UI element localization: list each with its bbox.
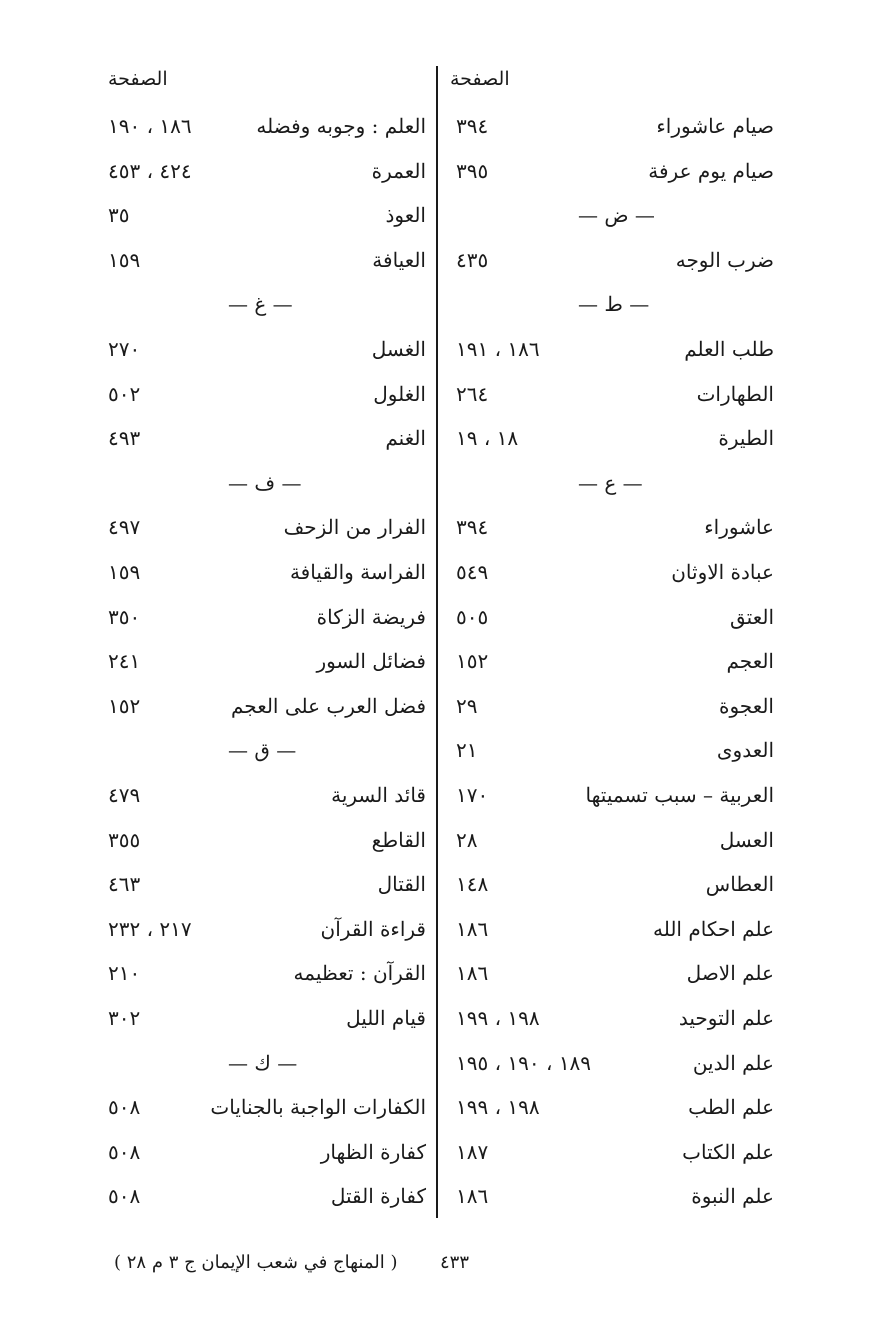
index-entry xyxy=(438,1085,788,1129)
index-term: فضائل السور xyxy=(316,649,426,674)
index-term: العسل xyxy=(719,827,774,852)
index-term: كفارة القتل xyxy=(330,1184,426,1209)
index-term: علم الدين xyxy=(692,1050,774,1075)
index-page-refs: ٤٧٩ xyxy=(108,783,141,807)
index-page-refs: ١٤٨ xyxy=(456,872,489,897)
letter-heading-label: — ك — xyxy=(228,1050,298,1075)
index-entry xyxy=(438,104,788,148)
index-page-refs: ٥٠٨ xyxy=(108,1139,141,1164)
index-entry xyxy=(438,1130,788,1174)
index-page-refs: ٥٠٨ xyxy=(108,1184,141,1209)
index-term: الغنم xyxy=(385,426,426,451)
index-term: العربية – سبب تسميتها xyxy=(585,783,774,807)
index-page-refs: ١٨٦ xyxy=(456,961,489,986)
index-entry xyxy=(438,1174,788,1218)
column-divider xyxy=(436,66,438,1218)
letter-heading-label: — ق — xyxy=(228,738,297,763)
index-entry xyxy=(100,550,434,594)
index-page-refs: ٣٥٠ xyxy=(108,604,141,629)
index-term: علم الاصل xyxy=(686,961,774,986)
index-page-refs: ٢٤١ xyxy=(108,649,141,674)
index-page-refs: ٢٦٤ xyxy=(456,381,489,406)
index-term: صيام يوم عرفة xyxy=(648,158,774,183)
index-entry xyxy=(100,372,434,416)
index-term: علم الكتاب xyxy=(682,1139,774,1164)
index-entry xyxy=(100,595,434,639)
index-term: عبادة الاوثان xyxy=(671,560,774,584)
letter-heading xyxy=(438,461,788,505)
index-entry xyxy=(100,907,434,951)
index-entry xyxy=(438,639,788,683)
letter-heading xyxy=(438,193,788,237)
index-term: العطاس xyxy=(705,872,774,897)
index-page-refs: ٤٢٤ ، ٤٥٣ xyxy=(108,158,192,183)
index-term: علم احكام الله xyxy=(652,916,774,941)
index-page-refs: ٣٥ xyxy=(108,203,130,228)
index-term: فريضة الزكاة xyxy=(316,604,426,629)
index-term: العوذ xyxy=(385,203,426,228)
letter-heading xyxy=(438,282,788,326)
index-entry xyxy=(100,416,434,460)
index-term: الغسل xyxy=(371,337,426,361)
index-page-refs: ٤٩٣ xyxy=(108,426,141,451)
index-entry xyxy=(438,238,788,282)
index-entry xyxy=(438,862,788,906)
index-entry xyxy=(438,1041,788,1085)
page-number: ٤٣٣ xyxy=(440,1252,470,1273)
index-entry xyxy=(438,550,788,594)
index-page-refs: ١٨٦ xyxy=(456,1184,489,1209)
index-entry xyxy=(100,1085,434,1129)
index-entry xyxy=(100,505,434,549)
index-term: قائد السرية xyxy=(331,783,426,807)
index-entry xyxy=(100,193,434,237)
left-column-header: الصفحة xyxy=(108,68,168,90)
index-term: الطهارات xyxy=(696,381,774,406)
index-page-refs: ٢٩ xyxy=(456,693,478,718)
index-page-refs: ١٩٨ ، ١٩٩ xyxy=(456,1095,540,1120)
index-entry xyxy=(438,951,788,995)
index-page-refs: ٢٨ xyxy=(456,827,478,852)
index-entry xyxy=(438,728,788,772)
index-entry xyxy=(100,818,434,862)
index-term: طلب العلم xyxy=(684,337,774,361)
index-term: قراءة القرآن xyxy=(320,916,426,941)
index-entry xyxy=(100,1174,434,1218)
index-entry xyxy=(100,773,434,817)
index-page-refs: ٥٠٥ xyxy=(456,604,489,629)
index-term: القاطع xyxy=(371,827,426,852)
letter-heading-label: — ف — xyxy=(228,470,302,495)
index-term: ضرب الوجه xyxy=(675,247,774,272)
index-entry xyxy=(100,238,434,282)
index-entry xyxy=(438,149,788,193)
index-page-refs: ٣٠٢ xyxy=(108,1006,141,1030)
index-page-refs: ١٥٢ xyxy=(108,693,141,718)
index-entry xyxy=(100,951,434,995)
index-term: العلم : وجوبه وفضله xyxy=(256,114,426,138)
index-entry xyxy=(438,773,788,817)
index-term: العتق xyxy=(729,604,774,629)
index-page-refs: ١٥٩ xyxy=(108,247,141,272)
index-term: العجوة xyxy=(718,693,774,718)
index-page-refs: ٥٠٨ xyxy=(108,1095,141,1120)
index-entry xyxy=(100,639,434,683)
index-term: صيام عاشوراء xyxy=(656,114,774,138)
index-entry xyxy=(100,862,434,906)
index-entry xyxy=(438,372,788,416)
index-term: العدوى xyxy=(716,738,774,763)
index-page-refs: ١٥٢ xyxy=(456,649,489,674)
letter-heading-label: — ض — xyxy=(578,203,655,228)
letter-heading xyxy=(100,461,434,505)
index-term: قيام الليل xyxy=(346,1006,426,1030)
index-entry xyxy=(100,1130,434,1174)
index-page-refs: ٣٩٥ xyxy=(456,158,489,183)
source-reference: ( المنهاج في شعب الإيمان ج ٣ م ٢٨ ) xyxy=(114,1252,398,1273)
letter-heading-label: — ع — xyxy=(578,470,643,495)
letter-heading-label: — غ — xyxy=(228,292,293,317)
index-page-refs: ٢١٠ xyxy=(108,961,141,986)
index-page-refs: ٥٤٩ xyxy=(456,560,489,584)
index-term: القرآن : تعظيمه xyxy=(293,961,426,986)
index-entry xyxy=(438,996,788,1040)
index-entry xyxy=(438,684,788,728)
index-entry xyxy=(438,818,788,862)
index-term: فضل العرب على العجم xyxy=(230,693,426,718)
index-term: عاشوراء xyxy=(704,515,774,540)
index-page-refs: ٤٦٣ xyxy=(108,872,141,897)
index-entry xyxy=(438,595,788,639)
index-page-refs: ٢٧٠ xyxy=(108,337,141,361)
letter-heading xyxy=(100,728,434,772)
index-page-refs: ١٨٦ ، ١٩٠ xyxy=(108,114,192,138)
index-entry xyxy=(438,327,788,371)
index-page-refs: ١٨ ، ١٩ xyxy=(456,426,519,451)
index-entry xyxy=(438,505,788,549)
index-term: الفراسة والقيافة xyxy=(289,560,426,584)
index-term: الفرار من الزحف xyxy=(283,515,426,540)
index-term: العجم xyxy=(726,649,774,674)
index-term: العمرة xyxy=(371,158,426,183)
letter-heading-label: — ط — xyxy=(578,292,650,317)
index-page-refs: ١٨٦ xyxy=(456,916,489,941)
index-page-refs: ٤٩٧ xyxy=(108,515,141,540)
index-entry xyxy=(100,996,434,1040)
index-page-refs: ٣٥٥ xyxy=(108,827,141,852)
index-term: علم الطب xyxy=(688,1095,774,1120)
index-entry xyxy=(100,104,434,148)
index-entry xyxy=(100,684,434,728)
index-term: القتال xyxy=(377,872,426,897)
index-term: كفارة الظهار xyxy=(320,1139,426,1164)
index-page-refs: ١٩٨ ، ١٩٩ xyxy=(456,1006,540,1030)
index-term: الغلول xyxy=(373,381,426,406)
right-column-header: الصفحة xyxy=(450,68,510,90)
index-term: العيافة xyxy=(372,247,426,272)
index-page-refs: ٥٠٢ xyxy=(108,381,141,406)
index-term: علم التوحيد xyxy=(678,1006,774,1030)
index-page-refs: ٢١٧ ، ٢٣٢ xyxy=(108,916,192,941)
index-page-refs: ٢١ xyxy=(456,738,478,763)
index-term: الكفارات الواجبة بالجنايات xyxy=(210,1095,426,1120)
index-entry xyxy=(438,416,788,460)
index-page-refs: ١٨٩ ، ١٩٠ ، ١٩٥ xyxy=(456,1050,592,1075)
index-entry xyxy=(100,327,434,371)
letter-heading xyxy=(100,282,434,326)
page-footer xyxy=(100,1246,500,1280)
index-entry xyxy=(100,149,434,193)
letter-heading xyxy=(100,1041,434,1085)
index-page-refs: ١٧٠ xyxy=(456,783,489,807)
index-page-refs: ١٨٧ xyxy=(456,1139,489,1164)
index-term: علم النبوة xyxy=(691,1184,774,1209)
index-page-refs: ١٥٩ xyxy=(108,560,141,584)
index-entry xyxy=(438,907,788,951)
index-page-refs: ١٨٦ ، ١٩١ xyxy=(456,337,540,361)
index-page-refs: ٣٩٤ xyxy=(456,114,489,138)
index-term: الطيرة xyxy=(718,426,774,451)
index-page-refs: ٤٣٥ xyxy=(456,247,489,272)
index-page-refs: ٣٩٤ xyxy=(456,515,489,540)
